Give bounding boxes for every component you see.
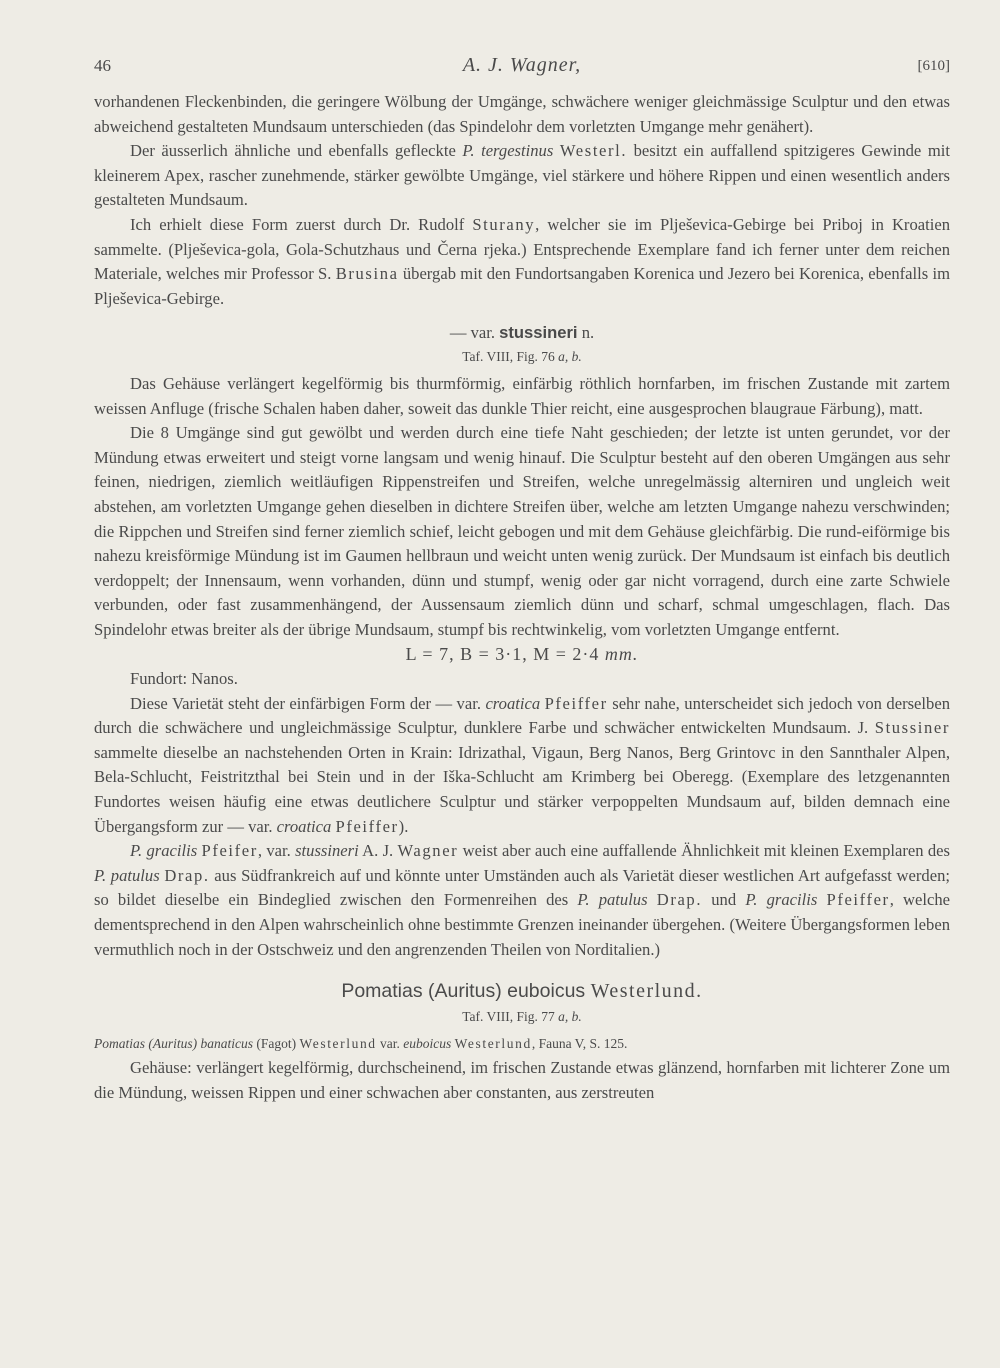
collector-name: Brusina xyxy=(335,264,399,284)
paragraph: vorhandenen Fleckenbinden, die geringere Wölbung der Umgänge, schwächere weniger gleichmässige Sculptur und den etwas abweichend gestalteten Mundsaum unterschieden (das Spindelohr dem vorletzten Umgange mehr genähert). xyxy=(94,92,950,136)
page-number: 46 xyxy=(94,56,111,75)
paragraph: Der äusserlich ähnliche und ebenfalls gefleckte P. tergestinus Westerl. besitzt ein auffallend spitzigeres Gewinde mit kleinerem Apex, rascher zunehmende, stärker gewölbte Umgänge, viel stärkere und höhere Rippen und einen wesentlich anders gestalteten Mundsaum. xyxy=(94,141,950,210)
paragraph: Ich erhielt diese Form zuerst durch Dr. Rudolf Sturany, welcher sie im Plješevica-Gebirge bei Priboj in Kroatien sammelte. (Plješevica-gola, Gola-Schutzhaus und Černa rjeka.) Entsprechende Exemplare fand ich ferner unter dem reichen Materiale, welches mir Professor S. Brusina übergab mit den Fundortsangaben Korenica und Jezero bei Korenica, ebenfalls im Plješevica-Gebirge. xyxy=(94,214,951,308)
paragraph: Diese Varietät steht der einfärbigen Form der — var. croatica Pfeiffer sehr nahe, unterscheidet sich jedoch von derselben durch die schwächere und ungleichmässige Sculptur, dunklere Farbe und schwächer entwickelten Mundsaum. J. Stussiner sammelte dieselbe an nachstehenden Orten in Krain: Idrizathal, Vigaun, Berg Nanos, Berg Grintovc in den Sannthaler Alpen, Bela-Schlucht, Feistritzthal bei Stein und in der Iška-Schlucht am Krimberg bei Oberegg. (Exemplare des letzgenannten Fundortes weisen häufig eine etwas deutlichere Sculptur und stärker verpoppelten Mundsaum auf, bilden demnach eine Übergangsform zur — var. croatica Pfeiffer). xyxy=(94,693,950,836)
page-reference: [610] xyxy=(917,58,950,74)
paragraph: Das Gehäuse verlängert kegelförmig bis thurmförmig, einfärbig röthlich hornfarben, im frischen Zustande mit zartem weissen Anfluge (frische Schalen haben daher, soweit das dunkle Thier reicht, eine ausgesprochen blaugraue Färbung), matt. xyxy=(94,373,950,418)
paragraph: Die 8 Umgänge sind gut gewölbt und werden durch eine tiefe Naht geschieden; der letzte ist unten gerundet, vor der Mündung etwas erweitert und steigt vorne langsam und wenig hinauf. Die Sculptur besteht auf den oberen Umgängen aus sehr feinen, niedrigen, ziemlich weitläufigen Rippenstreifen und Streifen, welche unregelmässig alterniren und ungleich weit abstehen, am vorletzten Umgange gehen dieselben in dichtere Streifen über, welche am letzten Umgange nahezu verschwinden; die Rippchen und Streifen sind ferner ziemlich schief, leicht gebogen und mit dem Gehäuse gleichfärbig. Die rund-eiförmige bis nahezu kreisförmige Mündung ist im Gaumen hellbraun und weicht unten wenig zurück. Der Mundsaum ist einfach bis deutlich verdoppelt; der Innensaum, wenn vorhanden, dünn und stumpf, wenig oder gar nicht vorragend, durch eine zarte Schwiele verbunden, oder fast zusammenhängend, der Aussensaum ziemlich dünn und scharf, schmal umgeschlagen, flach. Das Spindelohr etwas breiter als der übrige Mundsaum, stumpf bis rechtwinkelig, vom vorletzten Umgange entfernt. xyxy=(94,423,950,639)
measurements: L = 7, B = 3·1, M = 2·4 mm. xyxy=(405,644,639,665)
locality: Fundort: Nanos. xyxy=(130,669,238,689)
paragraph: P. gracilis Pfeifer, var. stussineri A. J. Wagner weist aber auch eine auffallende Ähnlichkeit mit kleinen Exemplaren des P. patulus Drap. aus Südfrankreich auf und könnte unter Umständen auch als Varietät dieser westlichen Art aufgefasst werden; so bildet dieselbe ein Bindeglied zwischen den Formenreihen des P. patulus Drap. und P. gracilis Pfeiffer, welche dementsprechend in den Alpen wahrscheinlich ohne bestimmte Grenzen ineinander übergehen. (Weitere Übergangsformen leben vermuthlich noch in der Ostschweiz und den angrenzenden Theilen von Norditalien.) xyxy=(94,841,950,959)
plate-reference: Taf. VIII, Fig. 77 a, b. xyxy=(462,1009,582,1025)
collector-name: Sturany xyxy=(472,214,536,234)
running-header xyxy=(94,52,950,82)
running-head-author: A. J. Wagner, xyxy=(462,54,582,76)
variety-name: stussineri xyxy=(499,323,578,343)
body-text xyxy=(94,90,950,1105)
synonym-reference: Pomatias (Auritus) banaticus (Fagot) Westerlund var. euboicus Westerlund, Fauna V, S. 125. xyxy=(94,1036,628,1052)
plate-reference: Taf. VIII, Fig. 76 a, b. xyxy=(462,348,582,364)
paragraph: Gehäuse: verlängert kegelförmig, durchscheinend, im frischen Zustande etwas glänzend, hornfarben mit lichterer Zone um die Mündung, weissen Rippen und einer schwachen aber constanten, aus zerstreuten xyxy=(94,1058,950,1102)
author-name: Westerl. xyxy=(559,141,628,161)
variety-heading: — var. stussineri n. xyxy=(449,323,595,343)
species-name: P. tergestinus xyxy=(462,141,554,161)
section-heading: Pomatias (Auritus) euboicus Westerlund. xyxy=(341,980,703,1003)
